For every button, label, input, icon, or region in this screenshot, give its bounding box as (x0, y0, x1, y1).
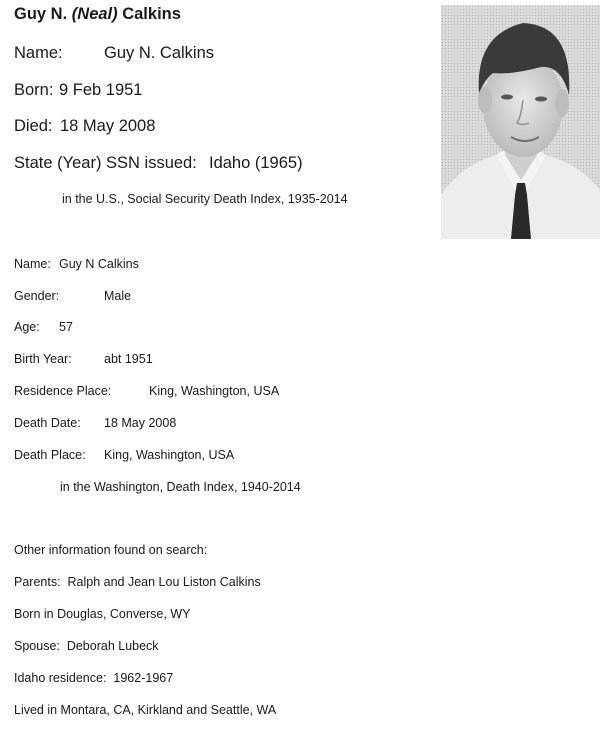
di-death-date-row (14, 416, 176, 430)
other-lived-in: Lived in Montara, CA, Kirkland and Seattle, WA (14, 703, 277, 717)
di-death-place-row (14, 448, 234, 462)
ssdi-born-value: 9 Feb 1951 (59, 81, 143, 99)
other-spouse-row (14, 639, 159, 653)
ssdi-ssn-label: State (Year) SSN issued: (14, 154, 197, 172)
di-name-row (14, 257, 139, 271)
di-source: in the Washington, Death Index, 1940-2014 (60, 480, 301, 494)
di-name-label: Name: (14, 257, 51, 271)
parents-value: Ralph and Jean Lou Liston Calkins (67, 575, 261, 589)
di-age-value: 57 (59, 320, 73, 334)
other-idaho-row (14, 671, 173, 685)
ssdi-name-value: Guy N. Calkins (104, 44, 215, 62)
title-last: Calkins (122, 5, 181, 23)
di-gender-row (14, 289, 131, 303)
other-parents-row (14, 575, 261, 589)
di-birth-year-value: abt 1951 (104, 352, 153, 366)
di-gender-value: Male (104, 289, 132, 303)
spouse-label: Spouse: (14, 639, 60, 653)
di-gender-label: Gender: (14, 289, 60, 303)
di-birth-year-label: Birth Year: (14, 352, 72, 366)
portrait-image (441, 5, 600, 239)
di-residence-label: Residence Place: (14, 384, 112, 398)
di-death-place-value: King, Washington, USA (104, 448, 235, 462)
title-nickname: (Neal) (71, 5, 118, 23)
other-born-in: Born in Douglas, Converse, WY (14, 607, 191, 621)
spouse-value: Deborah Lubeck (66, 639, 159, 653)
ssdi-died-value: 18 May 2008 (60, 117, 156, 135)
page-title (14, 5, 181, 24)
di-age-label: Age: (14, 320, 40, 334)
title-first: Guy N. (14, 5, 68, 23)
ssdi-died-label: Died: (14, 117, 53, 135)
parents-label: Parents: (14, 575, 61, 589)
di-age-row (14, 320, 73, 334)
di-birth-year-row (14, 352, 153, 366)
ssdi-name-row (14, 44, 214, 63)
di-death-date-value: 18 May 2008 (104, 416, 177, 430)
di-death-place-label: Death Place: (14, 448, 86, 462)
di-death-date-label: Death Date: (14, 416, 81, 430)
di-residence-value: King, Washington, USA (149, 384, 280, 398)
ssdi-born-label: Born: (14, 81, 54, 99)
ssdi-name-label: Name: (14, 44, 63, 62)
idaho-label: Idaho residence: (14, 671, 107, 685)
di-name-value: Guy N Calkins (59, 257, 139, 271)
portrait-photo (441, 5, 600, 239)
ssdi-ssn-row (14, 154, 303, 173)
ssdi-born-row (14, 81, 142, 100)
di-residence-row (14, 384, 279, 398)
ssdi-died-row (14, 117, 155, 136)
idaho-value: 1962-1967 (113, 671, 174, 685)
ssdi-source: in the U.S., Social Security Death Index, 1935-2014 (62, 192, 348, 206)
ssdi-ssn-value: Idaho (1965) (209, 154, 303, 172)
other-heading: Other information found on search: (14, 543, 208, 557)
